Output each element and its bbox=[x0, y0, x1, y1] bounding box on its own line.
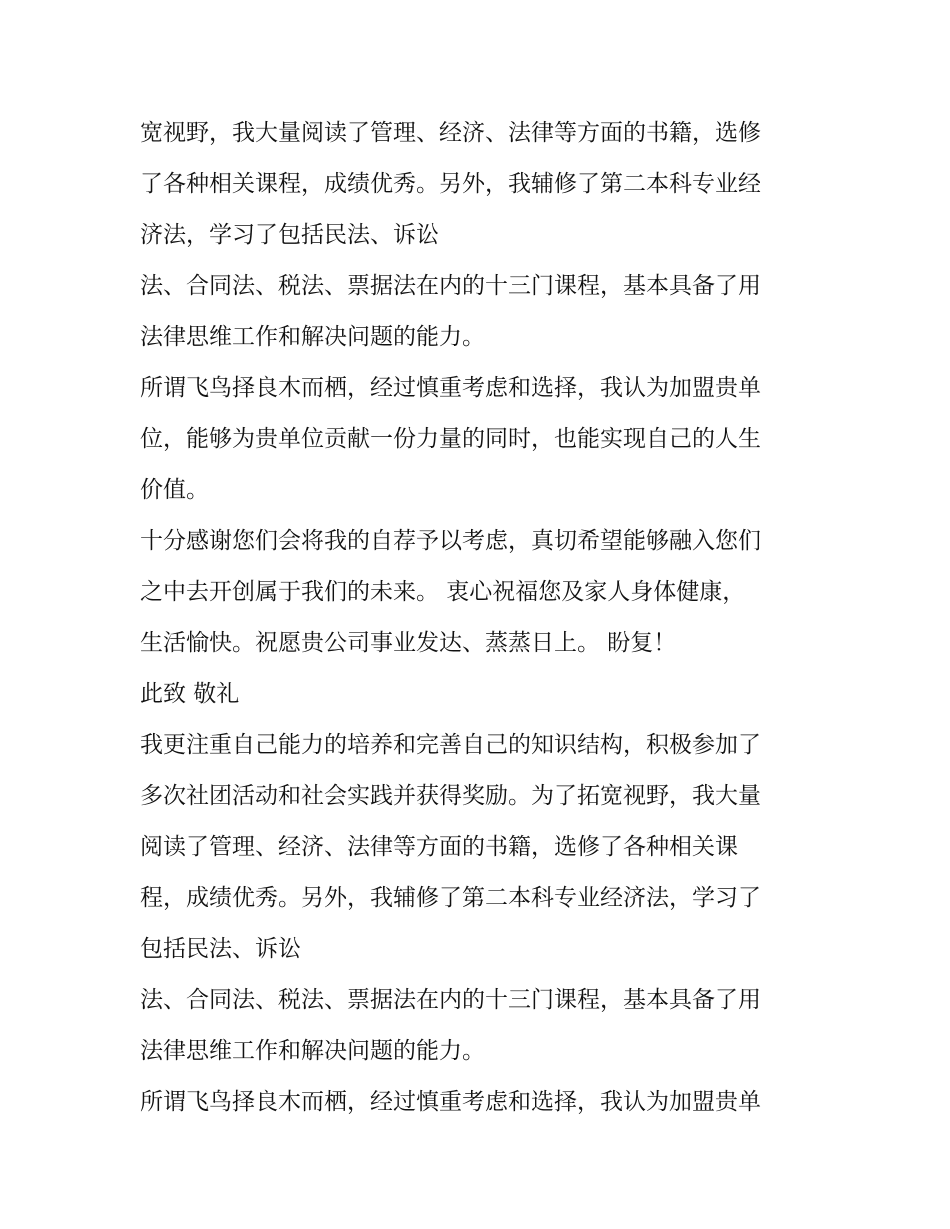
text-line: 生活愉快。祝愿贵公司事业发达、蒸蒸日上。 盼复！ bbox=[140, 630, 677, 656]
text-line: 法、合同法、税法、票据法在内的十三门课程，基本具备了用 bbox=[140, 987, 761, 1013]
text-line: 所谓飞鸟择良木而栖，经过慎重考虑和选择，我认为加盟贵单 bbox=[140, 1089, 761, 1115]
text-line: 位，能够为贵单位贡献一份力量的同时，也能实现自己的人生 bbox=[140, 426, 761, 452]
text-line: 法律思维工作和解决问题的能力。 bbox=[140, 1038, 485, 1064]
text-line: 此致 敬礼 bbox=[140, 681, 240, 707]
text-line: 我更注重自己能力的培养和完善自己的知识结构，积极参加了 bbox=[140, 732, 761, 758]
text-line: 价值。 bbox=[140, 477, 209, 503]
text-line: 之中去开创属于我们的未来。 衷心祝福您及家人身体健康， bbox=[140, 579, 746, 605]
text-line: 济法，学习了包括民法、诉讼 bbox=[140, 222, 439, 248]
text-line: 法律思维工作和解决问题的能力。 bbox=[140, 324, 485, 350]
document-body bbox=[140, 108, 820, 1128]
text-line: 法、合同法、税法、票据法在内的十三门课程，基本具备了用 bbox=[140, 273, 761, 299]
text-line: 了各种相关课程，成绩优秀。另外，我辅修了第二本科专业经 bbox=[140, 171, 761, 197]
text-line: 程，成绩优秀。另外，我辅修了第二本科专业经济法，学习了 bbox=[140, 885, 761, 911]
text-line: 十分感谢您们会将我的自荐予以考虑，真切希望能够融入您们 bbox=[140, 528, 761, 554]
text-line: 所谓飞鸟择良木而栖，经过慎重考虑和选择，我认为加盟贵单 bbox=[140, 375, 761, 401]
text-line: 阅读了管理、经济、法律等方面的书籍，选修了各种相关课 bbox=[140, 834, 738, 860]
text-line: 多次社团活动和社会实践并获得奖励。为了拓宽视野，我大量 bbox=[140, 783, 761, 809]
text-line: 宽视野，我大量阅读了管理、经济、法律等方面的书籍，选修 bbox=[140, 120, 761, 146]
text-line: 包括民法、诉讼 bbox=[140, 936, 301, 962]
